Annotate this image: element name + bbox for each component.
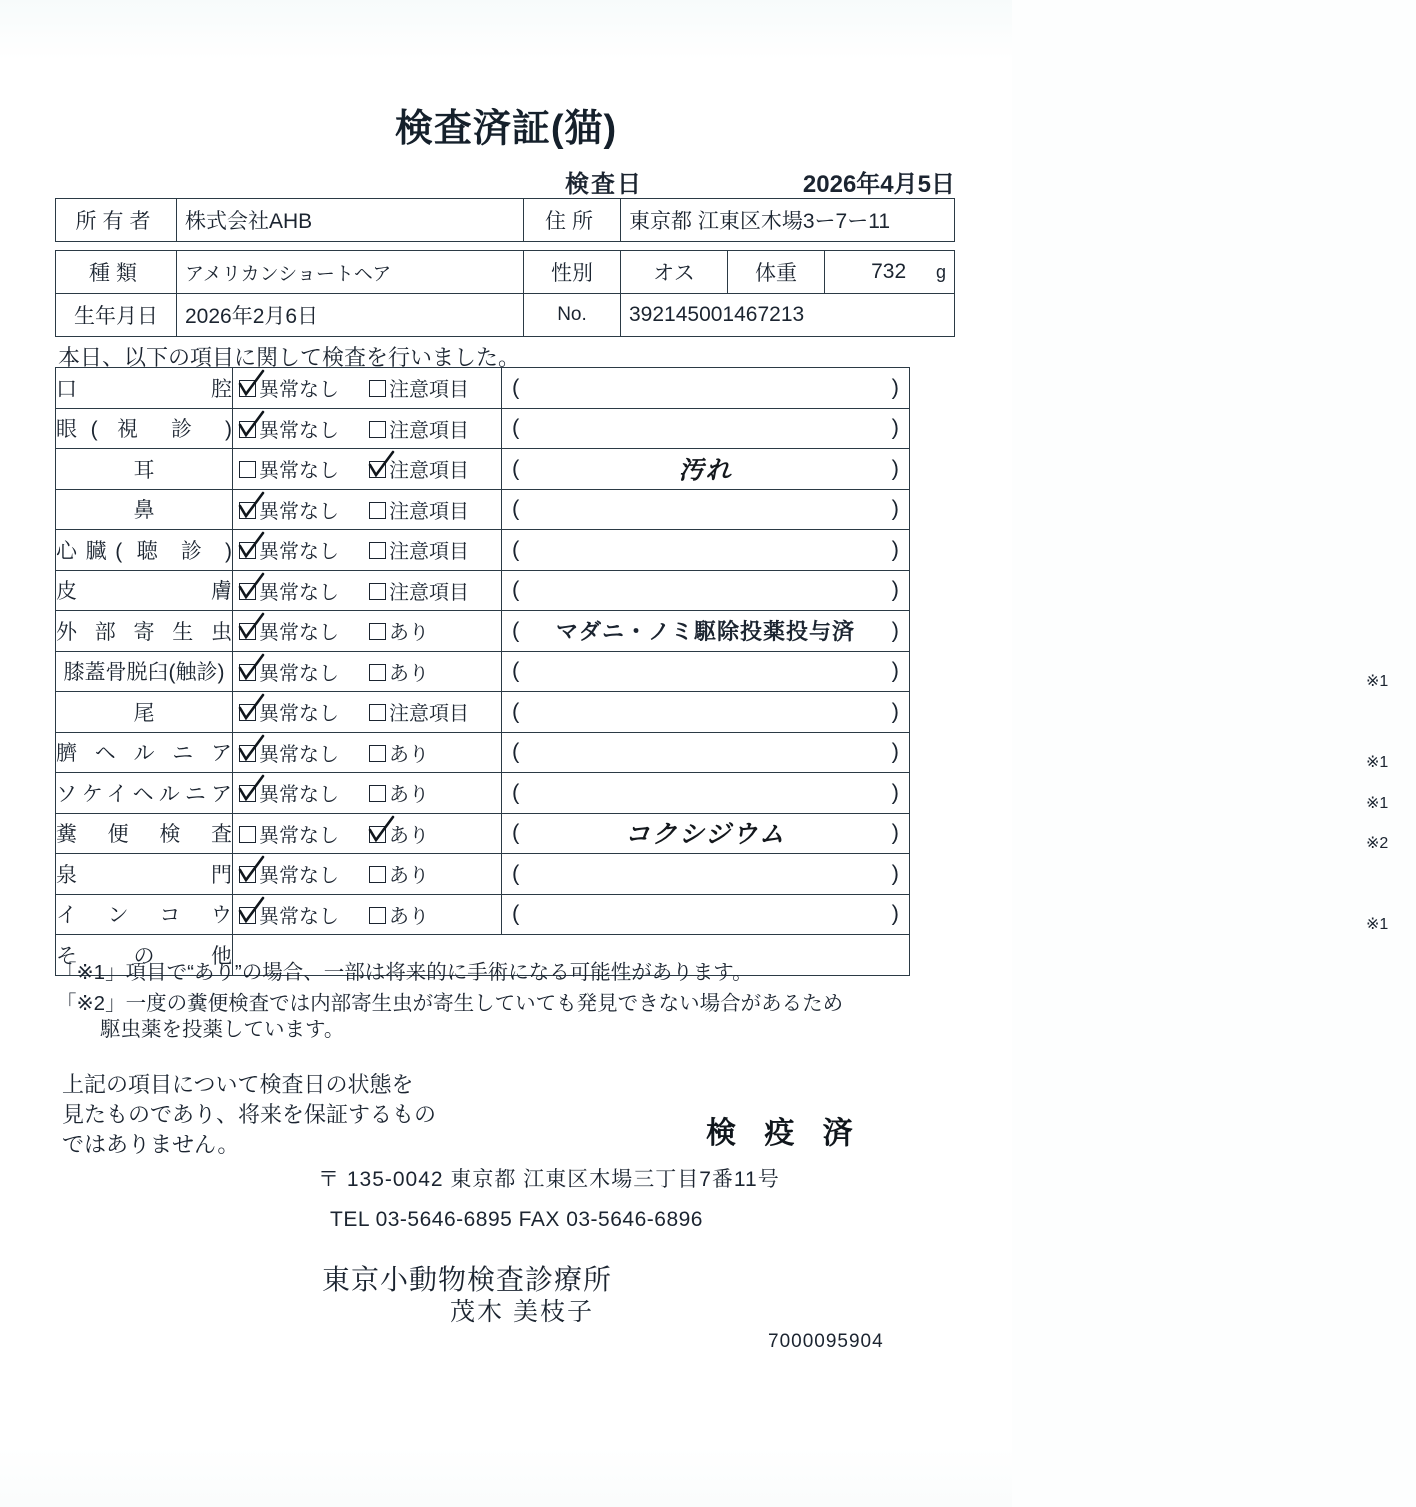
- checkbox-finding-label: あり: [389, 905, 429, 928]
- checkbox-normal-label: 異常なし: [259, 743, 339, 766]
- checkbox-normal[interactable]: [239, 414, 339, 443]
- address-value: 東京都 江東区木場3ー7ー11: [621, 199, 955, 242]
- checkbox-normal[interactable]: [239, 819, 339, 848]
- checkbox-finding[interactable]: [369, 657, 429, 686]
- checkbox-finding[interactable]: [369, 454, 469, 483]
- checklist-item-label: 外部寄生虫: [56, 611, 233, 652]
- checkbox-finding-label: 注意項目: [389, 581, 469, 604]
- checklist-note-value: コクシジウム: [624, 819, 787, 849]
- checklist-footnote-mark: ※2: [1366, 835, 1389, 853]
- checkbox-box-icon: [239, 826, 256, 843]
- checkbox-finding-label: あり: [389, 622, 429, 645]
- paren-left: (: [512, 900, 520, 926]
- checkbox-box-icon: [369, 826, 386, 843]
- checkbox-finding[interactable]: [369, 495, 469, 524]
- paren-right: ): [891, 860, 899, 886]
- checklist-row: [56, 813, 910, 854]
- checkbox-finding[interactable]: [369, 738, 429, 767]
- checkbox-normal-label: 異常なし: [259, 419, 339, 442]
- table-row: [56, 199, 955, 242]
- footnote-1: 「※1」項目で“あり”の場合、一部は将来的に手術になる可能性があります。: [56, 961, 753, 984]
- paren-left: (: [512, 576, 520, 602]
- checklist-note-cell[interactable]: [502, 773, 1389, 814]
- checkbox-box-icon: [239, 461, 256, 478]
- checkbox-box-icon: [369, 704, 386, 721]
- paren-left: (: [512, 617, 520, 643]
- checklist-row: [56, 773, 910, 814]
- checkbox-box-icon: [369, 785, 386, 802]
- checkbox-finding[interactable]: [369, 576, 469, 605]
- checkbox-finding[interactable]: [369, 616, 429, 645]
- checklist-footnote-mark: ※1: [1366, 916, 1389, 934]
- checkbox-finding-label: 注意項目: [389, 500, 469, 523]
- weight-unit: g: [935, 262, 946, 282]
- checklist-footnote-mark: ※1: [1366, 673, 1389, 691]
- checkbox-finding-label: あり: [389, 743, 429, 766]
- checkbox-box-icon: [369, 502, 386, 519]
- checkbox-box-icon: [369, 421, 386, 438]
- checkbox-normal-label: 異常なし: [259, 824, 339, 847]
- address-label: 住所: [524, 199, 621, 242]
- weight-value: 732: [871, 260, 907, 283]
- checkbox-normal[interactable]: [239, 495, 339, 524]
- checklist-options: [233, 651, 502, 692]
- paren-right: ): [891, 738, 899, 764]
- checkbox-finding-label: あり: [389, 824, 429, 847]
- paren-right: ): [891, 698, 899, 724]
- breed-value: アメリカンショートヘア: [177, 251, 524, 294]
- checkbox-box-icon: [369, 745, 386, 762]
- checklist-options: [233, 570, 502, 611]
- checkbox-finding-label: あり: [389, 662, 429, 685]
- checklist-row: [56, 732, 910, 773]
- checkbox-normal-label: 異常なし: [259, 541, 339, 564]
- checklist-row: [56, 408, 910, 449]
- disclaimer-line-1: 上記の項目について検査日の状態を: [62, 1072, 414, 1097]
- paren-left: (: [512, 374, 520, 400]
- birth-label: 生年月日: [56, 294, 177, 337]
- checkbox-normal[interactable]: [239, 657, 339, 686]
- checklist-note-cell[interactable]: [502, 408, 910, 449]
- checkbox-box-icon: [239, 907, 256, 924]
- checkbox-finding-label: 注意項目: [389, 419, 469, 442]
- disclaimer-line-2: 見たものであり、将来を保証するもの: [62, 1102, 437, 1127]
- checkbox-box-icon: [369, 583, 386, 600]
- paren-right: ): [891, 657, 899, 683]
- intro-text: 本日、以下の項目に関して検査を行いました。: [58, 345, 521, 370]
- checklist-note-cell[interactable]: [502, 489, 910, 530]
- checkbox-normal-label: 異常なし: [259, 784, 339, 807]
- checklist-note-cell[interactable]: [502, 894, 1389, 935]
- checkbox-box-icon: [239, 745, 256, 762]
- checklist-options: [233, 854, 502, 895]
- checklist-item-label: 心臓( 聴 診 ): [56, 530, 233, 571]
- checklist-options: [233, 732, 502, 773]
- checkbox-normal-label: 異常なし: [259, 581, 339, 604]
- checkbox-box-icon: [369, 542, 386, 559]
- paren-right: ): [891, 536, 899, 562]
- checklist-row: [56, 449, 910, 490]
- checklist-note-cell[interactable]: [502, 651, 1389, 692]
- checklist-note-cell[interactable]: [502, 732, 1389, 773]
- checkbox-finding-label: あり: [389, 865, 429, 888]
- paren-left: (: [512, 698, 520, 724]
- checklist-note-cell[interactable]: [502, 449, 910, 490]
- checkbox-box-icon: [369, 461, 386, 478]
- sex-value: オス: [621, 251, 728, 294]
- checkbox-normal[interactable]: [239, 697, 339, 726]
- checkbox-box-icon: [239, 583, 256, 600]
- owner-label: 所有者: [56, 199, 177, 242]
- checklist-options: [233, 894, 502, 935]
- checklist-note-cell[interactable]: [502, 692, 910, 733]
- checklist-row: [56, 368, 910, 409]
- page-title: 検査済証(猫): [394, 108, 618, 150]
- table-row: [56, 294, 955, 337]
- footnote-2-line1: 「※2」一度の糞便検査では内部寄生虫が寄生していても発見できない場合があるため: [56, 992, 844, 1015]
- paren-right: ): [891, 779, 899, 805]
- checklist-item-label: 膝蓋骨脱臼(触診): [56, 651, 233, 692]
- checkbox-box-icon: [239, 664, 256, 681]
- checkbox-box-icon: [369, 380, 386, 397]
- paren-right: ): [891, 819, 899, 845]
- checklist-options: [233, 692, 502, 733]
- checklist-options: [233, 408, 502, 449]
- clinic-name: 東京小動物検査診療所: [322, 1264, 613, 1295]
- checklist-item-label: 臍ヘルニア: [56, 732, 233, 773]
- checklist-item-label: 耳: [56, 449, 233, 490]
- checkbox-normal[interactable]: [239, 616, 339, 645]
- animal-table: [55, 250, 955, 337]
- checklist-note-cell[interactable]: [502, 570, 910, 611]
- checkbox-finding-label: 注意項目: [389, 460, 469, 483]
- footnote-2-line2: 駆虫薬を投薬しています。: [100, 1018, 345, 1041]
- paren-left: (: [512, 657, 520, 683]
- sex-label: 性別: [524, 251, 621, 294]
- checkbox-box-icon: [239, 502, 256, 519]
- owner-table: [55, 198, 955, 242]
- checklist-row: [56, 651, 910, 692]
- exam-date-value: 2026年4月5日: [802, 171, 955, 198]
- checkbox-finding[interactable]: [369, 819, 429, 848]
- checkbox-normal[interactable]: [239, 778, 339, 807]
- paren-left: (: [512, 819, 520, 845]
- checkbox-normal[interactable]: [239, 576, 339, 605]
- checklist-note-cell[interactable]: [502, 813, 1389, 854]
- exam-date-label: 検査日: [565, 171, 643, 198]
- checkbox-box-icon: [369, 866, 386, 883]
- checkbox-finding[interactable]: [369, 697, 469, 726]
- checklist-row: [56, 854, 910, 895]
- clinic-telephone: TEL 03-5646-6895 FAX 03-5646-6896: [330, 1208, 703, 1231]
- paren-left: (: [512, 455, 520, 481]
- checkbox-finding[interactable]: [369, 373, 469, 402]
- paren-left: (: [512, 779, 520, 805]
- no-label: No.: [524, 294, 621, 337]
- paren-left: (: [512, 860, 520, 886]
- checklist-note-cell[interactable]: [502, 530, 910, 571]
- checkbox-box-icon: [239, 421, 256, 438]
- checklist-note-cell[interactable]: [502, 854, 910, 895]
- checkbox-finding[interactable]: [369, 535, 469, 564]
- checkbox-box-icon: [239, 542, 256, 559]
- checkbox-box-icon: [369, 907, 386, 924]
- checklist-item-label: その他: [56, 935, 233, 976]
- checkbox-finding-label: 注意項目: [389, 703, 469, 726]
- checklist-item-label: 泉門: [56, 854, 233, 895]
- paren-right: ): [891, 576, 899, 602]
- checkbox-normal-label: 異常なし: [259, 865, 339, 888]
- paren-right: ): [891, 495, 899, 521]
- checklist-item-label: インコウ: [56, 894, 233, 935]
- checklist-item-label: ソケイヘルニア: [56, 773, 233, 814]
- checkbox-finding[interactable]: [369, 778, 429, 807]
- checkbox-finding-label: 注意項目: [389, 379, 469, 402]
- checkbox-normal[interactable]: [239, 738, 339, 767]
- checklist-options: [233, 489, 502, 530]
- checkbox-normal-label: 異常なし: [259, 703, 339, 726]
- checklist-row: [56, 530, 910, 571]
- checkbox-box-icon: [239, 866, 256, 883]
- checkbox-box-icon: [239, 704, 256, 721]
- checklist-options: [233, 530, 502, 571]
- birth-value: 2026年2月6日: [177, 294, 524, 337]
- owner-value: 株式会社AHB: [177, 199, 524, 242]
- checkbox-normal[interactable]: [239, 373, 339, 402]
- exam-date-row: [55, 164, 955, 198]
- checkbox-normal-label: 異常なし: [259, 622, 339, 645]
- no-value: 392145001467213: [621, 294, 955, 337]
- checklist-item-label: 皮膚: [56, 570, 233, 611]
- checkbox-finding[interactable]: [369, 859, 429, 888]
- checkbox-finding[interactable]: [369, 900, 429, 929]
- checklist-item-label: 尾: [56, 692, 233, 733]
- checkbox-finding-label: 注意項目: [389, 541, 469, 564]
- checklist-row: [56, 894, 910, 935]
- checklist-item-label: 口腔: [56, 368, 233, 409]
- checklist-row: [56, 570, 910, 611]
- checklist-options: [233, 449, 502, 490]
- paren-right: ): [891, 617, 899, 643]
- weight-label: 体重: [728, 251, 825, 294]
- checklist-row: [56, 611, 910, 652]
- table-row: [56, 251, 955, 294]
- paren-right: ): [891, 374, 899, 400]
- quarantine-stamp: 検 疫 済: [706, 1117, 863, 1150]
- clinic-veterinarian-name: 茂木 美枝子: [450, 1298, 594, 1326]
- checkbox-normal-label: 異常なし: [259, 379, 339, 402]
- checkbox-normal[interactable]: [239, 454, 339, 483]
- paren-left: (: [512, 536, 520, 562]
- breed-label: 種類: [56, 251, 177, 294]
- checkbox-normal[interactable]: [239, 900, 339, 929]
- checkbox-finding-label: あり: [389, 784, 429, 807]
- checkbox-normal[interactable]: [239, 535, 339, 564]
- checklist-item-label: 鼻: [56, 489, 233, 530]
- checkbox-normal[interactable]: [239, 859, 339, 888]
- checkbox-normal-label: 異常なし: [259, 460, 339, 483]
- checklist-note-value: 汚れ: [678, 455, 733, 485]
- checkbox-box-icon: [369, 664, 386, 681]
- checklist-options: [233, 813, 502, 854]
- checkbox-normal-label: 異常なし: [259, 500, 339, 523]
- paren-left: (: [512, 738, 520, 764]
- checkbox-normal-label: 異常なし: [259, 905, 339, 928]
- checkbox-box-icon: [239, 623, 256, 640]
- checkbox-normal-label: 異常なし: [259, 662, 339, 685]
- checkbox-box-icon: [239, 785, 256, 802]
- checklist-options: [233, 773, 502, 814]
- paren-left: (: [512, 495, 520, 521]
- checklist-item-label: 糞便検査: [56, 813, 233, 854]
- weight-cell: [825, 251, 955, 294]
- checklist-note-value: マダニ・ノミ駆除投薬投与済: [555, 618, 855, 644]
- checklist-footnote-mark: ※1: [1366, 754, 1389, 772]
- clinic-postal-address: 〒 135-0042 東京都 江東区木場三丁目7番11号: [318, 1168, 780, 1191]
- checklist-options: [233, 368, 502, 409]
- checklist-row: [56, 692, 910, 733]
- checkbox-box-icon: [369, 623, 386, 640]
- serial-number: 7000095904: [768, 1331, 884, 1352]
- checklist-table: [55, 367, 1389, 976]
- checklist-options: [233, 611, 502, 652]
- checkbox-box-icon: [239, 380, 256, 397]
- checklist-row: [56, 489, 910, 530]
- disclaimer-line-3: ではありません。: [62, 1132, 240, 1157]
- paren-right: ): [891, 455, 899, 481]
- paren-left: (: [512, 414, 520, 440]
- checkbox-finding[interactable]: [369, 414, 469, 443]
- paren-right: ): [891, 900, 899, 926]
- checklist-footnote-mark: ※1: [1366, 794, 1389, 812]
- checklist-note-cell[interactable]: [502, 611, 910, 652]
- checklist-item-label: 眼( 視 診 ): [56, 408, 233, 449]
- paren-right: ): [891, 414, 899, 440]
- checklist-note-cell[interactable]: [502, 368, 910, 409]
